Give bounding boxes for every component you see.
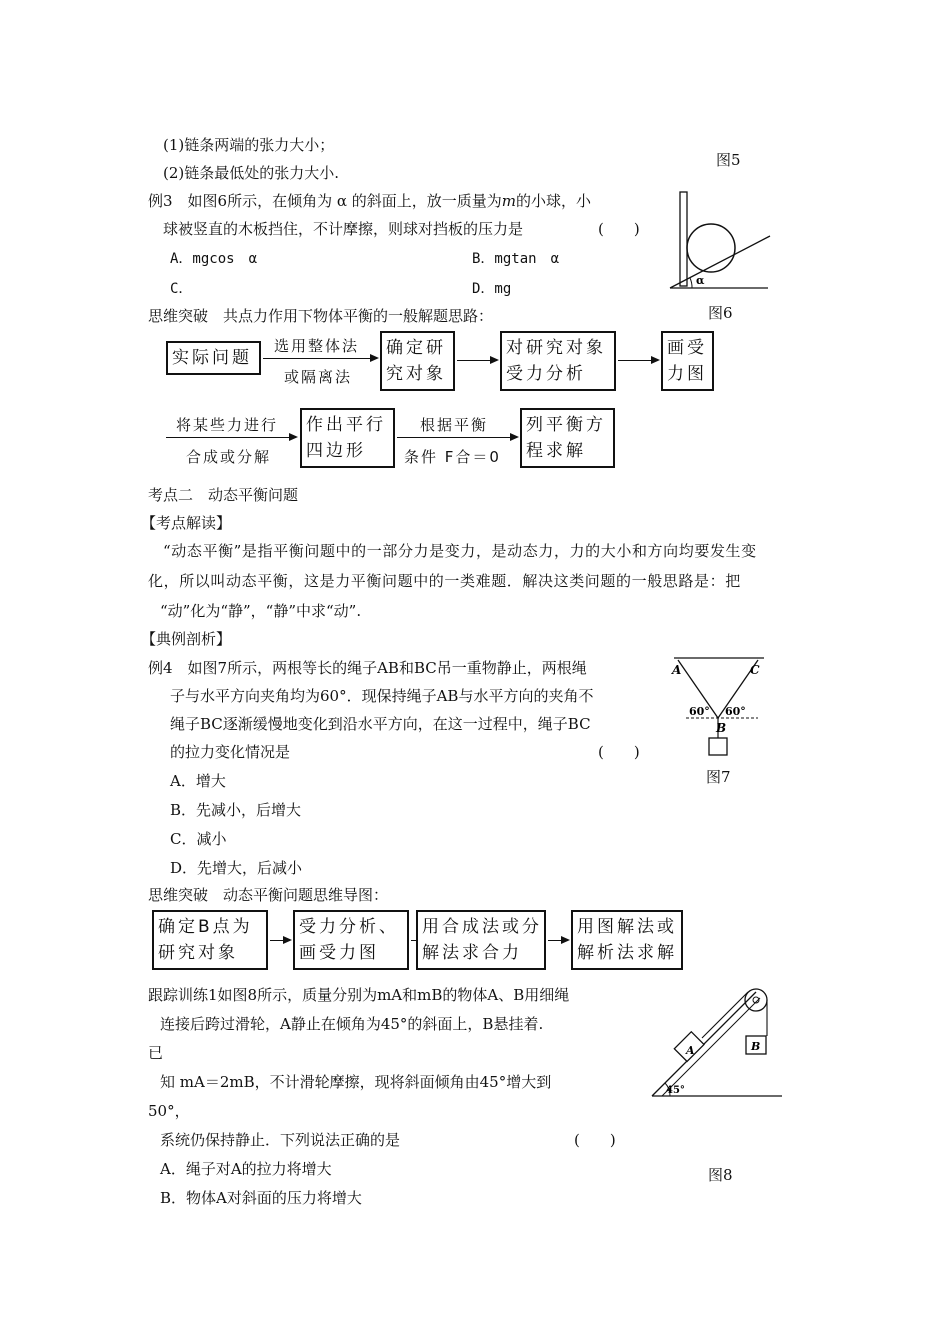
track-line-5: 50°，: [148, 1102, 190, 1120]
track-line-1: 跟踪训练1如图8所示，质量分别为mA和mB的物体A、B用细绳: [148, 986, 570, 1004]
figure-7-label: 图7: [706, 768, 731, 786]
slope-angle: 45°: [666, 1085, 685, 1096]
figure-8-label: 图8: [708, 1166, 733, 1184]
example-4-line-1: 例4 如图7所示，两根等长的绳子AB和BC吊一重物静止，两根绳: [148, 659, 587, 677]
flow-arrow-5: [397, 437, 517, 438]
flow2-box-resultant: 用合成法或分 解法求合力: [416, 910, 546, 970]
flow-arrow-4-bottom: 合成或分解: [186, 448, 272, 466]
example-4-paren: ( ): [598, 743, 640, 761]
example-3-option-a: A．mgcos α: [170, 251, 258, 267]
example-4-line-4: 的拉力变化情况是: [170, 743, 291, 761]
point-b: B: [716, 721, 727, 735]
flow-box-actual-problem: 实际问题: [166, 341, 261, 375]
reading-paragraph-line-3: “动”化为“静”，“静”中求“动”.: [160, 602, 362, 620]
flow-box-force-analysis: 对研究对象 受力分析: [500, 331, 616, 391]
track-line-2: 连接后跨过滑轮，A静止在倾角为45°的斜面上，B悬挂着.: [160, 1015, 544, 1033]
example-4-option-c: C．减小: [170, 830, 227, 848]
flow-box-draw-diagram: 画受 力图: [661, 331, 714, 391]
section-reading-heading: 【考点解读】: [141, 514, 232, 532]
track-line-6: 系统仍保持静止．下列说法正确的是: [160, 1131, 401, 1149]
angle-right: 60°: [725, 705, 746, 718]
flow-arrow-5-bottom: 条件 F合＝0: [404, 448, 501, 466]
track-option-b: B．物体A对斜面的压力将增大: [160, 1189, 362, 1207]
example-4-option-a: A．增大: [170, 772, 226, 790]
reading-paragraph-line-1: “动态平衡”是指平衡问题中的一部分力是变力，是动态力，力的大小和方向均要发生变: [163, 542, 757, 560]
thinking-breakthrough-2: 思维突破 动态平衡问题思维导图：: [148, 886, 389, 904]
flow-box-determine-object: 确定研 究对象: [380, 331, 455, 391]
flow-arrow-3: [618, 360, 658, 361]
figure-8-diagram: [650, 982, 790, 1102]
track-option-a: A．绳子对A的拉力将增大: [160, 1160, 332, 1178]
flow-box-parallelogram: 作出平行 四边形: [300, 408, 395, 468]
example-4-option-b: B．先减小，后增大: [170, 801, 302, 819]
example-3-option-b: B．mgtan α: [472, 251, 560, 267]
block-b: B: [751, 1040, 761, 1053]
flow-arrow-4-top: 将某些力进行: [176, 416, 279, 434]
thinking-breakthrough-1: 思维突破 共点力作用下物体平衡的一般解题思路：: [148, 307, 494, 325]
flow-arrow-5-top: 根据平衡: [420, 416, 489, 434]
example-3-line-1: 例3 如图6所示，在倾角为 α 的斜面上，放一质量为m的小球，小: [148, 192, 592, 210]
example-analysis-heading: 【典例剖析】: [141, 630, 232, 648]
flow2-box-determine-point: 确定B点为 研究对象: [152, 910, 268, 970]
example-4-option-d: D．先增大，后减小: [170, 859, 303, 877]
section-title-dynamic-balance: 考点二 动态平衡问题: [148, 486, 299, 504]
angle-left: 60°: [689, 705, 710, 718]
flow2-box-force-analysis: 受力分析、 画受力图: [293, 910, 409, 970]
flow-arrow-2: [457, 360, 497, 361]
block-a: A: [686, 1044, 695, 1057]
example-3-option-c: C．: [170, 281, 193, 297]
example-4-line-2: 子与水平方向夹角均为60°．现保持绳子AB与水平方向的夹角不: [170, 687, 594, 705]
example-3-option-d: D．mg: [472, 281, 512, 297]
point-c: C: [750, 663, 760, 677]
example-4-line-3: 绳子BC逐渐缓慢地变化到沿水平方向，在这一过程中，绳子BC: [170, 715, 591, 733]
question-part-2: (2)链条最低处的张力大小.: [163, 164, 340, 182]
figure-7-diagram: [670, 652, 770, 762]
figure-6-label: 图6: [708, 304, 733, 322]
flow-arrow-1-bottom: 或隔离法: [284, 368, 353, 386]
point-a: A: [672, 663, 682, 677]
flow-arrow-1-top: 选用整体法: [274, 337, 360, 355]
question-part-1: (1)链条两端的张力大小；: [163, 136, 335, 154]
flow2-box-solve: 用图解法或 解析法求解: [571, 910, 683, 970]
example-3-line-2: 球被竖直的木板挡住，不计摩擦，则球对挡板的压力是: [163, 220, 524, 238]
track-line-4: 知 mA＝2mB，不计滑轮摩擦，现将斜面倾角由45°增大到: [160, 1073, 552, 1091]
flow2-arrow-1: [270, 940, 290, 941]
flow-box-equation: 列平衡方 程求解: [520, 408, 615, 468]
figure-6-diagram: [666, 190, 776, 300]
flow-arrow-1: [263, 358, 377, 359]
track-paren: ( ): [574, 1131, 616, 1149]
flow-arrow-4: [166, 437, 296, 438]
reading-paragraph-line-2: 化，所以叫动态平衡，这是力平衡问题中的一类难题．解决这类问题的一般思路是：把: [148, 572, 741, 590]
track-line-3: 已: [148, 1044, 164, 1062]
figure-5-label: 图5: [716, 151, 741, 169]
flow2-arrow-3: [548, 940, 568, 941]
example-3-paren: ( ): [598, 220, 640, 238]
alpha-label: α: [696, 274, 705, 287]
